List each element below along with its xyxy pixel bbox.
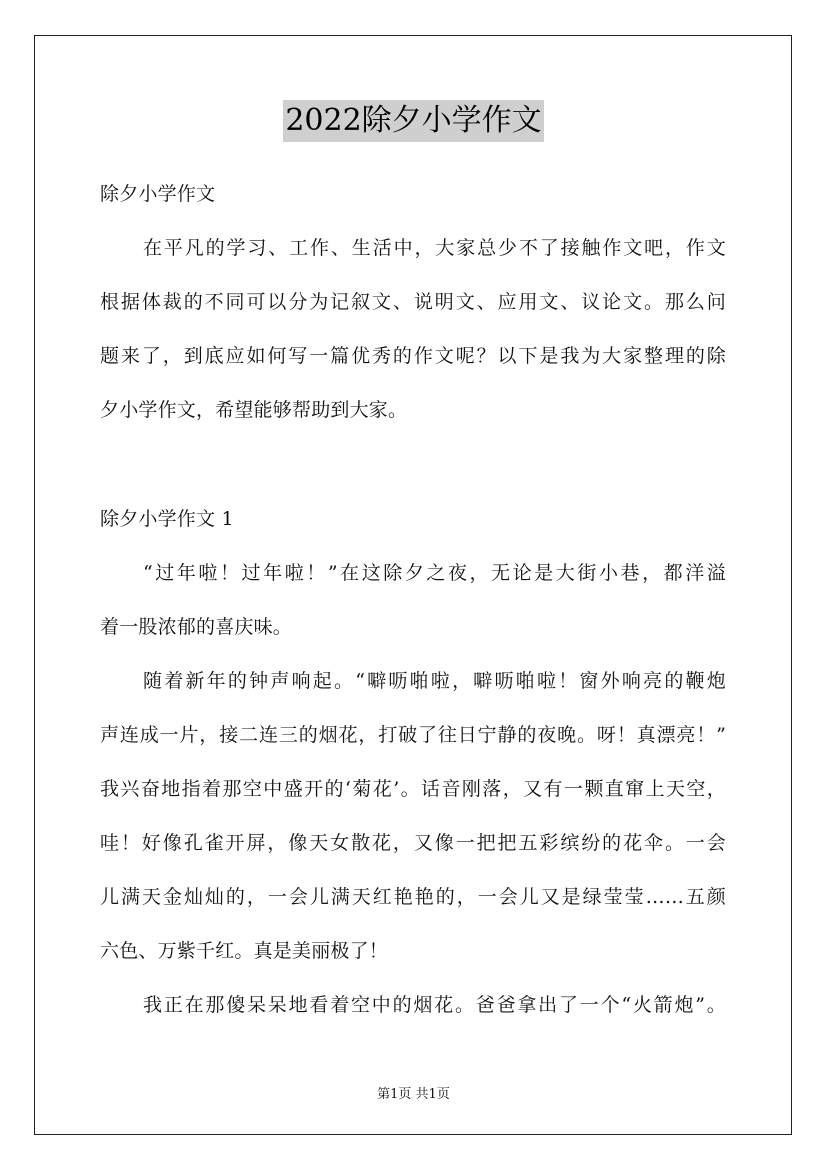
body-line-2: 着一股浓郁的喜庆味。: [100, 616, 293, 638]
body-line-7: 儿满天金灿灿的，一会儿满天红艳艳的，一会儿又是绿莹莹……五颜: [100, 886, 726, 908]
body-line-8: 六色、万紫千红。真是美丽极了！: [100, 940, 389, 962]
document-title: 2022除夕小学作文: [283, 100, 543, 142]
body-line-9: 我正在那傻呆呆地看着空中的烟花。爸爸拿出了一个“火箭炮”。: [143, 994, 726, 1016]
document-title-wrap: [0, 100, 827, 142]
body-line-4: 声连成一片，接二连三的烟花，打破了往日宁静的夜晚。呀！真漂亮！”: [100, 724, 726, 746]
section-heading-essay-1: 除夕小学作文 1: [100, 508, 234, 530]
body-line-6: 哇！好像孔雀开屏，像天女散花，又像一把把五彩缤纷的花伞。一会: [100, 832, 726, 854]
intro-line-4: 夕小学作文，希望能够帮助到大家。: [100, 399, 408, 421]
section-heading-intro: 除夕小学作文: [100, 183, 216, 205]
intro-line-3: 题来了，到底应如何写一篇优秀的作文呢？以下是我为大家整理的除: [100, 345, 726, 367]
body-line-5: 我兴奋地指着那空中盛开的‘菊花’。话音刚落，又有一颗直窜上天空，: [100, 778, 726, 800]
page-number-footer: 第1页 共1页: [377, 1087, 450, 1102]
intro-line-2: 根据体裁的不同可以分为记叙文、说明文、应用文、议论文。那么问: [100, 291, 726, 313]
intro-line-1: 在平凡的学习、工作、生活中，大家总少不了接触作文吧，作文: [143, 237, 726, 259]
body-line-1: “过年啦！过年啦！”在这除夕之夜，无论是大街小巷，都洋溢: [143, 562, 726, 584]
body-line-3: 随着新年的钟声响起。“噼呖啪啦，噼呖啪啦！窗外响亮的鞭炮: [143, 670, 726, 692]
